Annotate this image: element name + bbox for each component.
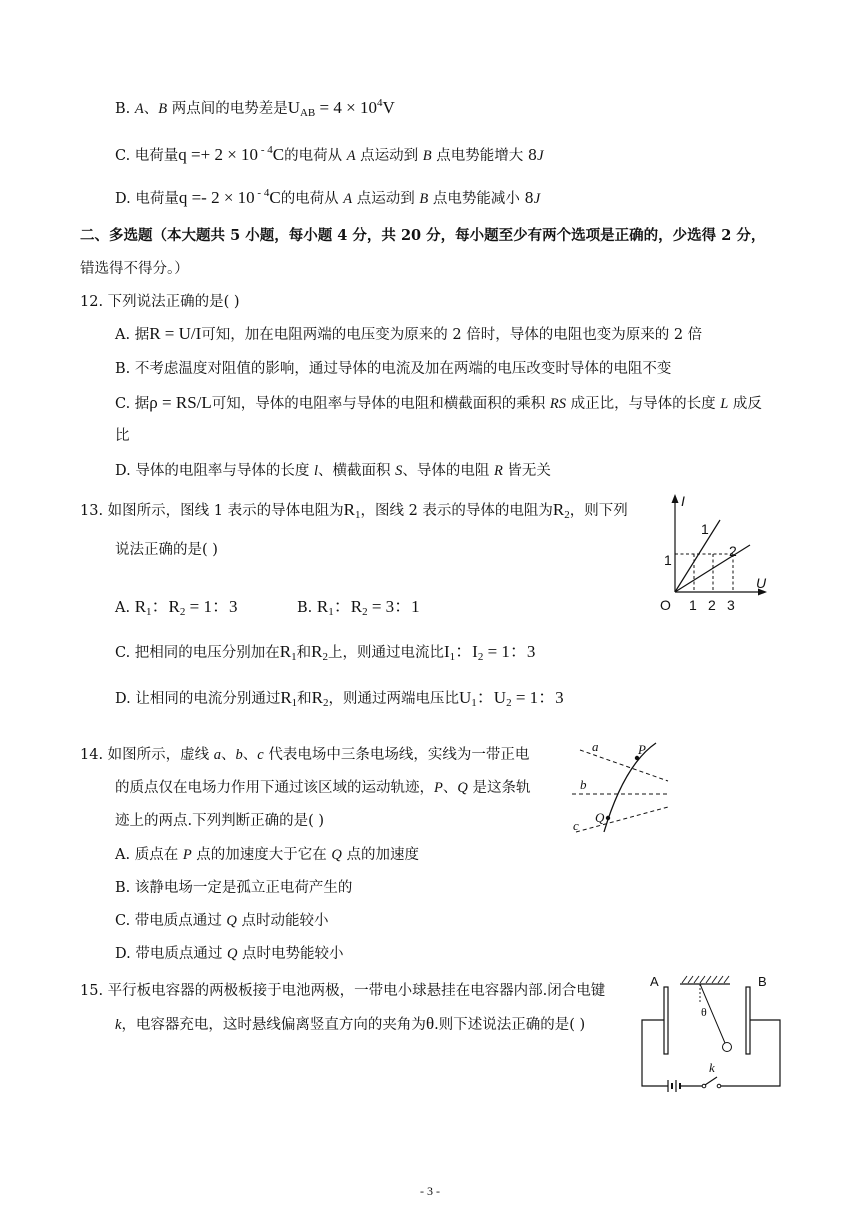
q12-option-a: A. 据R = U/I可知，加在电阻两端的电压变为原来的 2 倍时，导体的电阻也变为原来的 2 倍 [115, 324, 703, 343]
plate-b-label: B [758, 974, 767, 989]
label-a: a [592, 739, 599, 754]
plate-a [664, 987, 668, 1054]
graph-line-2 [675, 545, 750, 592]
field-line-c [576, 807, 668, 832]
q13-option-d: D. 让相同的电流分别通过$R_1$和$R_2$，则通过两端电压比$U_1$：$U_2 = 1$：3 [115, 688, 564, 709]
line-2-label: 2 [729, 543, 737, 559]
line-1-label: 1 [701, 521, 709, 537]
q12-option-c-cont: 比 [115, 428, 130, 444]
plate-a-label: A [650, 974, 659, 989]
q14-stem: 14. 如图所示，虚线 a、b、c 代表电场中三条电场线，实线为一带正电 [80, 747, 530, 763]
q12-stem: 12. 下列说法正确的是( ) [80, 294, 240, 310]
q11-option-c: C. 电荷量q =+ 2 × 10 $^{- 4}$C的电荷从 A 点运动到 B 点电势能增大 8J [115, 144, 544, 164]
x-tick-label: 2 [708, 597, 716, 613]
y-axis-arrow-icon [672, 494, 679, 503]
q15-capacitor-figure [638, 970, 783, 1095]
label-q: Q [595, 810, 605, 825]
point-q [606, 816, 610, 820]
q13-option-b: B. $R_1$：$R_2 = 3$：1 [297, 597, 420, 618]
q11-option-b: B. A、B 两点间的电势差是$U_{AB} = 4 \times 10^4V$ [115, 97, 395, 119]
trajectory-curve [604, 743, 656, 832]
q13-stem-cont: 说法正确的是( ) [115, 542, 218, 558]
q14-option-d: D. 带电质点通过 Q 点时电势能较小 [115, 946, 344, 962]
q14-option-c: C. 带电质点通过 Q 点时动能较小 [115, 913, 329, 929]
switch-icon [702, 1077, 721, 1088]
q14-option-a: A. 质点在 P 点的加速度大于它在 Q 点的加速度 [115, 847, 419, 863]
y-axis-label: I [681, 493, 685, 509]
angle-label: θ [701, 1005, 707, 1019]
y-tick-label: 1 [664, 552, 672, 568]
q15-stem-cont: k，电容器充电，这时悬线偏离竖直方向的夹角为θ.则下述说法正确的是( ) [115, 1014, 586, 1033]
charged-ball [723, 1043, 732, 1052]
q11-option-d: D. 电荷量q =- 2 × 10 $^{- 4}$C的电荷从 A 点运动到 B 点电势能减小 8J [115, 187, 541, 207]
x-tick-label: 1 [689, 597, 697, 613]
section-heading-cont: 错选得不得分。） [80, 261, 189, 277]
label-c: c [573, 818, 579, 833]
q12-option-c: C. 据ρ = RS/L可知，导体的电阻率与导体的电阻和横截面积的乘积 RS 成正比，与导体的长度 L 成反 [115, 393, 762, 412]
ceiling-hatch [682, 976, 729, 983]
q12-option-d: D. 导体的电阻率与导体的长度 l、横截面积 S、导体的电阻 R 皆无关 [115, 463, 551, 479]
origin-label: O [660, 597, 671, 613]
x-tick-label: 3 [727, 597, 735, 613]
q12-option-b: B. 不考虑温度对阻值的影响，通过导体的电流及加在两端的电压改变时导体的电阻不变 [115, 361, 672, 377]
plate-b [746, 987, 750, 1054]
battery-icon [668, 1080, 680, 1092]
x-axis-label: U [756, 575, 767, 591]
q14-option-b: B. 该静电场一定是孤立正电荷产生的 [115, 880, 353, 896]
switch-label: k [709, 1060, 715, 1075]
q14-stem-cont2: 迹上的两点.下列判断正确的是( ) [115, 813, 325, 829]
q13-option-c: C. 把相同的电压分别加在$R_1$和$R_2$上，则通过电流比$I_1$：$I_2 = 1$：3 [115, 642, 536, 663]
field-line-a [580, 750, 668, 781]
q13-iu-graph [655, 492, 775, 617]
q13-stem: 13. 如图所示，图线 1 表示的导体电阻为$R_1$，图线 2 表示的导体的电阻为$R_2$，则下列 [80, 500, 628, 521]
q14-field-figure [562, 737, 674, 837]
label-b: b [580, 777, 587, 792]
label-p: P [638, 742, 646, 757]
q13-option-a: A. $R_1$：$R_2 = 1$：3 [115, 597, 238, 618]
q14-stem-cont: 的质点仅在电场力作用下通过该区域的运动轨迹，P、Q 是这条轨 [115, 780, 531, 796]
q15-stem: 15. 平行板电容器的两极板接于电池两极，一带电小球悬挂在电容器内部.闭合电键 [80, 983, 606, 999]
page-number: - 3 - [420, 1184, 440, 1198]
section-heading: 二、多选题（本大题共 5 小题，每小题 4 分，共 20 分，每小题至少有两个选项是正确的，少选得 2 分， [80, 227, 766, 244]
